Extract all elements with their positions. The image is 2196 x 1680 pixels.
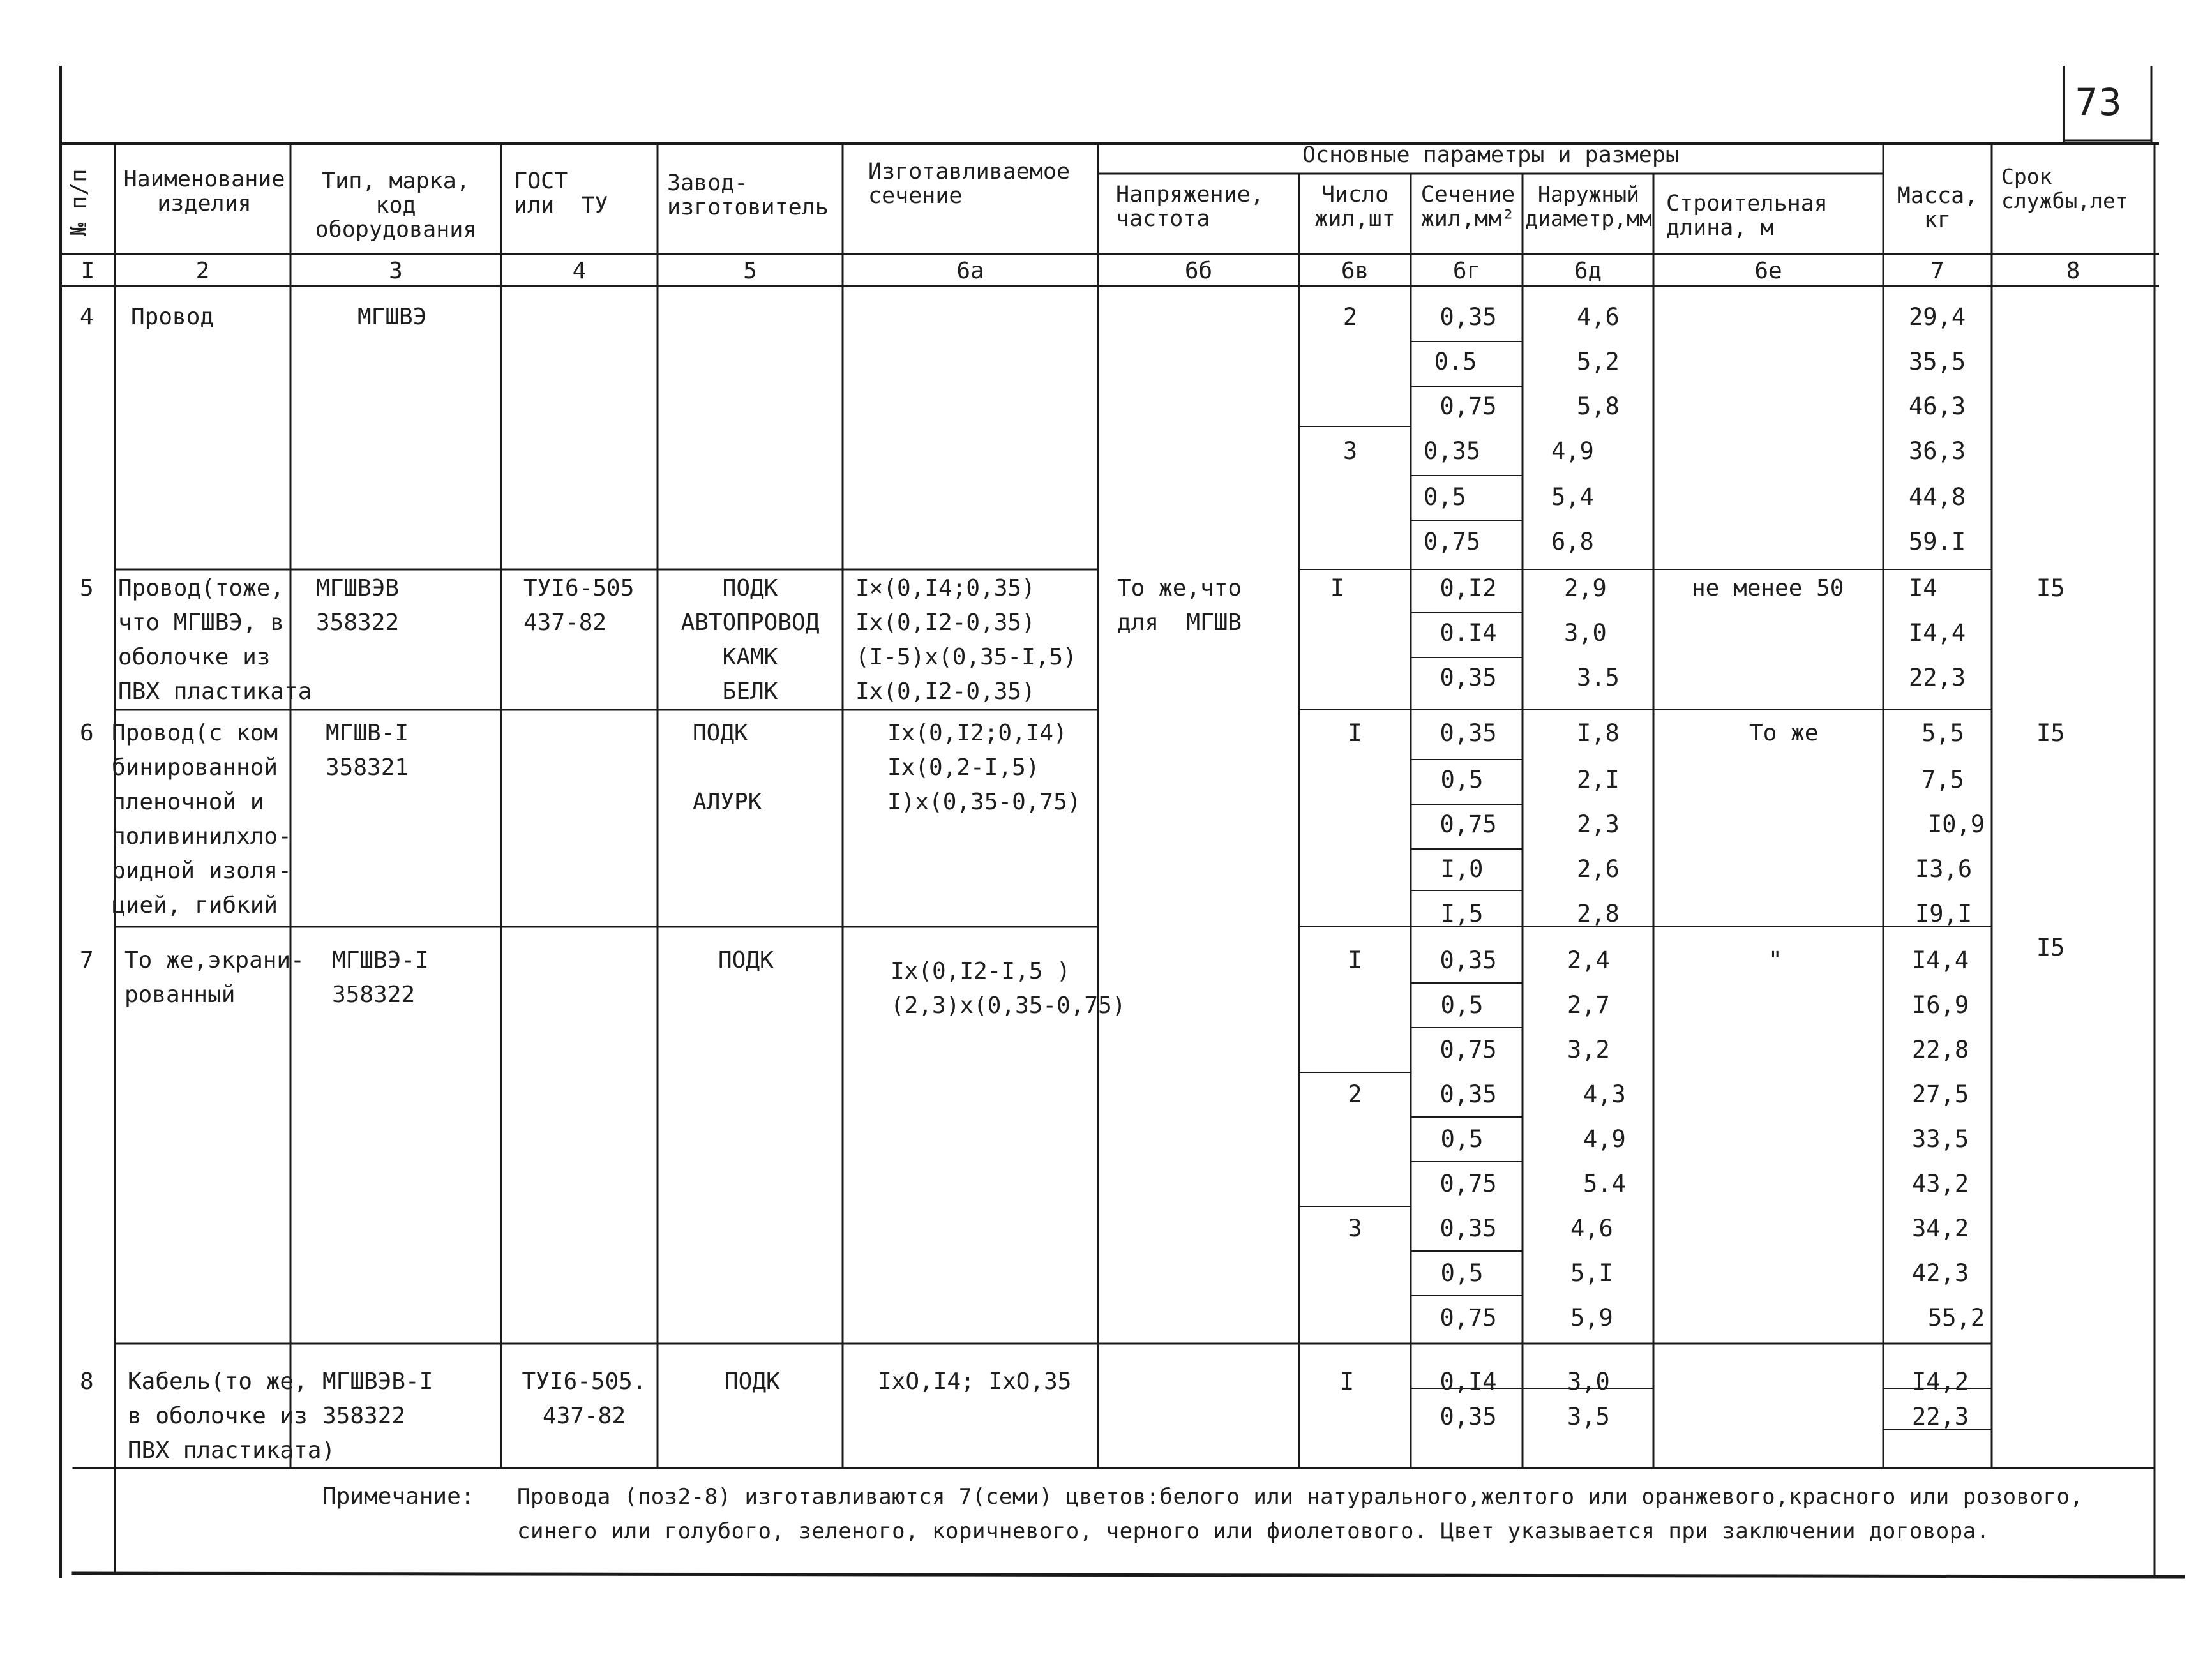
group-7-row-8-mass: 42,3	[1912, 1259, 1969, 1287]
group-6-row-4-mass: I3,6	[1915, 855, 1973, 883]
header-col-type: Тип, марка, код оборудования	[315, 169, 477, 243]
header-col-mass: Масса, кг	[1897, 183, 1978, 233]
group-6-length: То же	[1749, 720, 1819, 746]
group-5-name: Провод(тоже, что МГШВЭ, в оболочке из ПВХ пластиката	[118, 575, 312, 705]
group-6-row-1-cross: 0,35	[1440, 719, 1497, 747]
group-7-row-7-cores: 3	[1348, 1215, 1362, 1242]
index-cell: 5	[743, 258, 757, 284]
group-7-row-8-cross: 0,5	[1440, 1259, 1484, 1287]
note-line-1: Провода (поз2-8) изготавливаются 7(семи) цветов:белого или натурального,желтого или оранжевого,красного или розового,	[517, 1484, 2084, 1510]
group-7-row-6-mass: 43,2	[1912, 1170, 1969, 1197]
group-6-type: МГШВ-I 358321	[326, 720, 409, 781]
group-7-type: МГШВЭ-I 358322	[332, 947, 429, 1008]
index-cell: 2	[195, 258, 210, 284]
index-cell: 4	[572, 258, 587, 284]
group-7-row-9-cross: 0,75	[1440, 1304, 1497, 1331]
group-4-row-4-cross: 0,35	[1424, 437, 1481, 465]
group-7-row-3-diam: 3,2	[1567, 1036, 1610, 1063]
group-7-row-5-diam: 4,9	[1583, 1125, 1626, 1153]
group-7-row-4-mass: 27,5	[1912, 1081, 1969, 1108]
group-6-row-5-diam: 2,8	[1577, 900, 1620, 927]
group-7-row-4-cores: 2	[1348, 1081, 1362, 1108]
group-8-row-1-mass: I4,2	[1912, 1368, 1969, 1395]
group-8-num: 8	[80, 1369, 94, 1395]
group-6-num: 6	[80, 720, 94, 746]
group-6-row-1-mass: 5,5	[1922, 719, 1964, 747]
group-6-row-3-cross: 0,75	[1440, 811, 1497, 838]
group-6-row-2-diam: 2,I	[1577, 766, 1620, 793]
group-5-row-3-mass: 22,3	[1909, 664, 1966, 691]
group-7-row-6-cross: 0,75	[1440, 1170, 1497, 1197]
group-7-length: "	[1768, 947, 1782, 973]
group-7-row-2-mass: I6,9	[1912, 991, 1969, 1019]
group-5-gost: ТУI6-505 437-82	[523, 575, 635, 636]
group-4-row-4-cores: 3	[1342, 437, 1358, 465]
group-6-row-3-diam: 2,3	[1577, 811, 1620, 838]
index-cell: 6г	[1452, 258, 1481, 284]
group-4-row-1-diam: 4,6	[1577, 303, 1620, 331]
index-cell: I	[80, 258, 95, 284]
index-cell: 7	[1930, 258, 1944, 284]
header-group-params: Основные параметры и размеры	[1302, 142, 1679, 168]
index-cell: 6д	[1574, 258, 1602, 284]
group-8-row-1-diam: 3,0	[1567, 1368, 1610, 1395]
group-7-row-2-diam: 2,7	[1567, 991, 1610, 1019]
group-5-length: не менее 50	[1692, 575, 1844, 601]
index-cell: 6е	[1754, 258, 1782, 284]
group-5-row-3-diam: 3.5	[1577, 664, 1620, 691]
group-4-name: Провод	[131, 304, 214, 330]
group-8-row-2-diam: 3,5	[1567, 1403, 1610, 1430]
group-8-row-2-mass: 22,3	[1912, 1403, 1969, 1430]
group-8-section: IxO,I4; IxO,35	[878, 1369, 1072, 1395]
group-6-row-2-cross: 0,5	[1440, 766, 1484, 793]
group-6-row-4-cross: I,0	[1440, 855, 1484, 883]
group-5-row-1-diam: 2,9	[1564, 574, 1607, 602]
header-col-maker: Завод- изготовитель	[667, 170, 829, 220]
group-7-row-2-cross: 0,5	[1440, 991, 1484, 1019]
group-4-row-2-mass: 35,5	[1909, 348, 1966, 375]
group-7-row-1-mass: I4,4	[1912, 947, 1969, 974]
group-6-section: Ix(0,I2;0,I4) Ix(0,2-I,5) I)x(0,35-0,75)	[887, 720, 1081, 815]
group-7-row-7-mass: 34,2	[1912, 1215, 1969, 1242]
group-4-row-3-diam: 5,8	[1577, 393, 1620, 420]
group-7-row-9-diam: 5,9	[1570, 1304, 1613, 1331]
group-7-row-8-diam: 5,I	[1570, 1259, 1613, 1287]
header-col-cores: Число жил,шт	[1314, 182, 1395, 232]
group-5-life: I5	[2036, 574, 2065, 602]
group-6-row-2-mass: 7,5	[1922, 766, 1964, 793]
group-5-section: I×(0,I4;0,35) Ix(0,I2-0,35) (I-5)x(0,35-I,5) Ix(0,I2-0,35)	[855, 575, 1077, 705]
group-6-row-5-cross: I,5	[1440, 900, 1484, 927]
group-7-row-6-diam: 5.4	[1583, 1170, 1626, 1197]
group-4-row-1-cross: 0,35	[1440, 303, 1497, 331]
group-6-row-4-diam: 2,6	[1577, 855, 1620, 883]
group-7-num: 7	[80, 947, 94, 973]
group-7-row-4-diam: 4,3	[1583, 1081, 1626, 1108]
group-4-row-5-mass: 44,8	[1909, 483, 1966, 511]
page-number: 73	[2075, 80, 2122, 124]
header-col-name: Наименование изделия	[123, 167, 285, 216]
index-cell: 6в	[1341, 258, 1369, 284]
group-6-row-1-cores: I	[1348, 719, 1362, 747]
group-8-gost: ТУI6-505. 437-82	[522, 1369, 647, 1429]
group-4-row-1-cores: 2	[1342, 303, 1358, 331]
group-4-type: МГШВЭ	[357, 304, 427, 330]
group-8-type: МГШВЭВ-I 358322	[322, 1369, 433, 1429]
header-col-diam: Наружный диаметр,мм	[1525, 182, 1652, 231]
group-4-row-6-mass: 59.I	[1909, 528, 1966, 555]
group-4-row-6-diam: 6,8	[1551, 528, 1594, 555]
group-6-row-1-diam: I,8	[1577, 719, 1620, 747]
index-cell: 6а	[956, 258, 984, 284]
group-7-maker: ПОДК	[718, 947, 774, 973]
group-5-row-1-cross: 0,I2	[1440, 574, 1497, 602]
group-5-num: 5	[80, 575, 94, 601]
group-8-name: Кабель(то же, в оболочке из ПВХ пластиката)	[128, 1369, 336, 1464]
group-4-row-1-mass: 29,4	[1909, 303, 1966, 331]
note-line-2: синего или голубого, зеленого, коричневого, черного или фиолетового. Цвет указывается при заключении договора.	[517, 1519, 1990, 1544]
group-7-row-3-mass: 22,8	[1912, 1036, 1969, 1063]
group-5-row-1-mass: I4	[1909, 574, 1937, 602]
group-7-row-7-cross: 0,35	[1440, 1215, 1497, 1242]
group-7-row-4-cross: 0,35	[1440, 1081, 1497, 1108]
group-5-voltage: То же,что для МГШВ	[1117, 575, 1242, 636]
group-8-row-1-cross: 0,I4	[1440, 1368, 1497, 1395]
group-7-row-1-cores: I	[1348, 947, 1362, 974]
header-col-cross: Сечение жил,мм²	[1420, 182, 1515, 232]
group-4-row-3-cross: 0,75	[1440, 393, 1497, 420]
group-7-row-7-diam: 4,6	[1570, 1215, 1613, 1242]
group-5-row-3-cross: 0,35	[1440, 664, 1497, 691]
group-7-row-5-cross: 0,5	[1440, 1125, 1484, 1153]
group-7-name: То же,экрани- рованный	[124, 947, 305, 1008]
group-7-section: Ix(0,I2-I,5 ) (2,3)x(0,35-0,75)	[891, 958, 1126, 1019]
group-5-row-2-diam: 3,0	[1564, 619, 1607, 647]
group-4-num: 4	[80, 304, 94, 330]
index-cell: 6б	[1184, 258, 1213, 284]
group-7-life: I5	[2036, 934, 2065, 961]
header-col-section: Изготавливаемое сечение	[868, 159, 1071, 209]
header-col-length: Строительная длина, м	[1666, 191, 1828, 241]
group-8-maker: ПОДК	[725, 1369, 780, 1395]
group-5-type: МГШВЭВ 358322	[316, 575, 400, 636]
group-4-row-2-cross: 0.5	[1434, 348, 1477, 375]
group-5-maker: ПОДК АВТОПРОВОД КАМК БЕЛК	[681, 575, 820, 705]
group-8-row-1-cores: I	[1339, 1368, 1355, 1395]
group-7-row-1-diam: 2,4	[1567, 947, 1610, 974]
group-7-row-3-cross: 0,75	[1440, 1036, 1497, 1063]
index-cell: 8	[2066, 258, 2080, 284]
note-label: Примечание:	[322, 1483, 475, 1510]
group-7-row-9-mass: 55,2	[1928, 1304, 1985, 1331]
header-col-gost: ГОСТ или ТУ	[514, 169, 608, 218]
group-5-row-1-cores: I	[1330, 574, 1345, 602]
group-4-row-6-cross: 0,75	[1424, 528, 1481, 555]
index-cell: 3	[389, 258, 403, 284]
group-6-life: I5	[2036, 719, 2065, 747]
group-6-name: Провод(с ком бинированной пленочной и поливинилхло- ридной изоля- цией, гибкий	[112, 720, 292, 919]
group-4-row-4-mass: 36,3	[1909, 437, 1966, 465]
group-4-row-3-mass: 46,3	[1909, 393, 1966, 420]
group-6-row-3-mass: I0,9	[1928, 811, 1985, 838]
header-col-life: Срок службы,лет	[2001, 164, 2128, 213]
group-4-row-5-diam: 5,4	[1551, 483, 1594, 511]
group-4-row-2-diam: 5,2	[1577, 348, 1620, 375]
group-5-row-2-mass: I4,4	[1909, 619, 1966, 647]
header-col-num: № п/п	[66, 169, 92, 236]
group-7-row-5-mass: 33,5	[1912, 1125, 1969, 1153]
group-7-row-1-cross: 0,35	[1440, 947, 1497, 974]
group-5-row-2-cross: 0.I4	[1440, 619, 1497, 647]
group-4-row-5-cross: 0,5	[1424, 483, 1466, 511]
header-col-voltage: Напряжение, частота	[1116, 182, 1264, 232]
group-6-maker: ПОДК АЛУРК	[693, 720, 762, 815]
group-6-row-5-mass: I9,I	[1915, 900, 1973, 927]
group-8-row-2-cross: 0,35	[1440, 1403, 1497, 1430]
group-4-row-4-diam: 4,9	[1551, 437, 1594, 465]
